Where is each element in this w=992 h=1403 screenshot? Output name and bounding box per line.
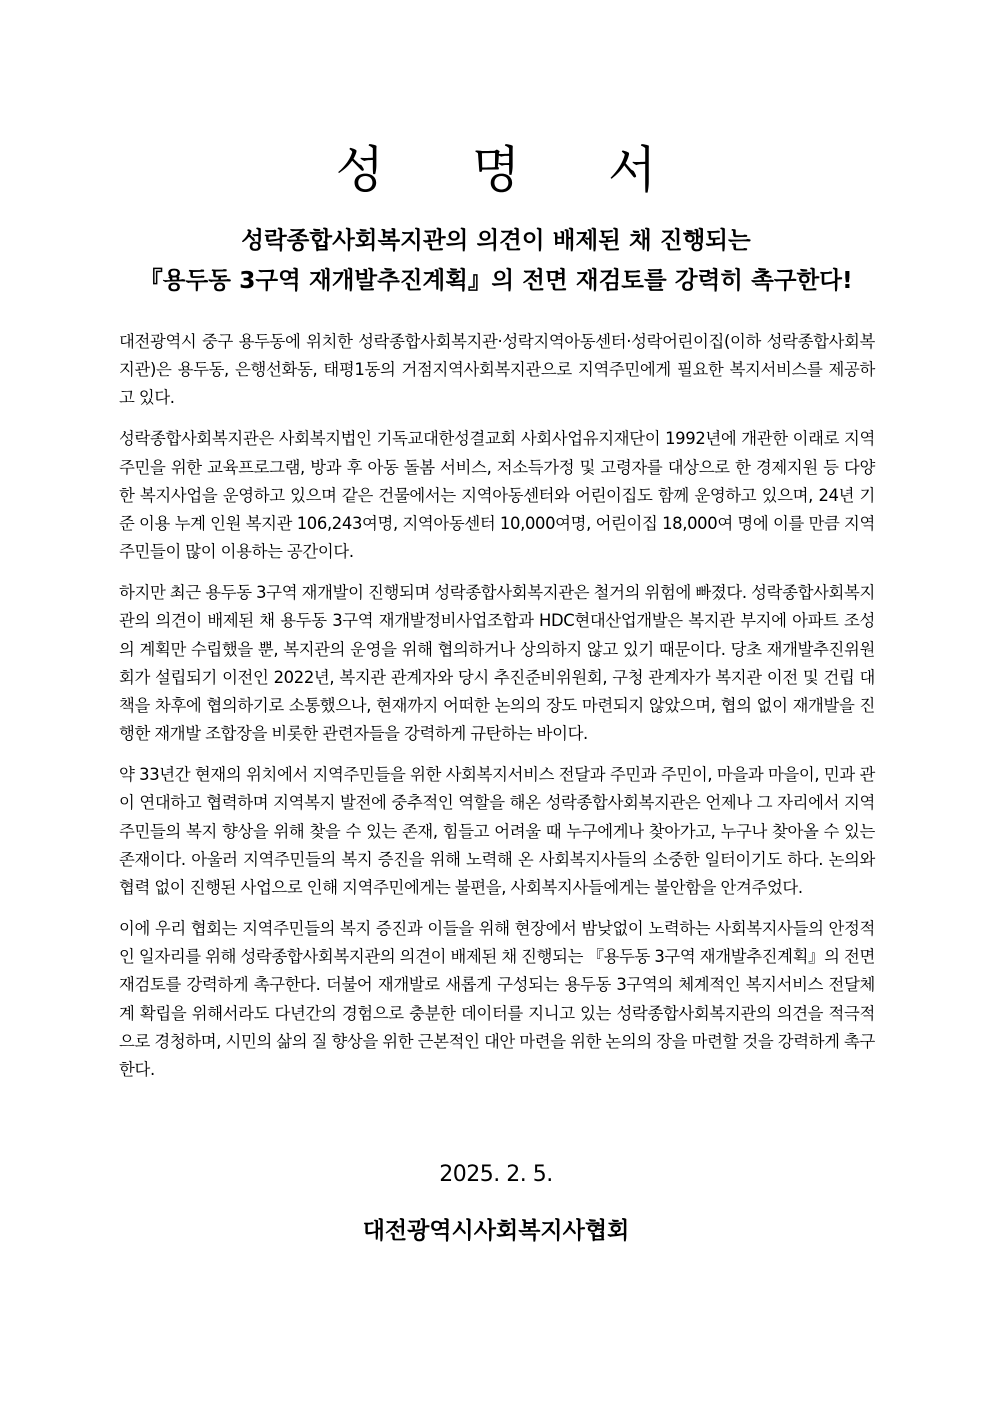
- subtitle-line-2: 『용두동 3구역 재개발추진계획』의 전면 재검토를 강력히 촉구한다!: [139, 266, 853, 294]
- paragraph-1: 대전광역시 중구 용두동에 위치한 성락종합사회복지관·성락지역아동센터·성락어린이집(이하 성락종합사회복지관)은 용두동, 은행선화동, 태평1동의 거점지역사회복지관으로 지역주민에게 필요한 복지서비스를 제공하고 있다.: [119, 332, 876, 408]
- statement-date: 2025. 2. 5.: [439, 1162, 553, 1187]
- paragraph-4: 약 33년간 현재의 위치에서 지역주민들을 위한 사회복지서비스 전달과 주민과 주민이, 마을과 마을이, 민과 관이 연대하고 협력하며 지역복지 발전에 중추적인 역할을 해온 성락종합사회복지관은 언제나 그 자리에서 지역주민들의 복지 향상을 위해 찾을 수 있는 존재, 힘들고 어려울 때 누구에게나 찾아가고, 누구나 찾아올 수 있는 존재이다. 아울러 지역주민들의 복지 증진을 위해 노력해 온 사회복지사들의 소중한 일터이기도 하다. 논의와 협력 없이 진행된 사업으로 인해 지역주민에게는 불편을, 사회복지사들에게는 불안함을 안겨주었다.: [119, 765, 875, 898]
- issuing-organization: 대전광역시사회복지사협회: [362, 1218, 630, 1244]
- paragraph-3: 하지만 최근 용두동 3구역 재개발이 진행되며 성락종합사회복지관은 철거의 위험에 빠졌다. 성락종합사회복지관의 의견이 배제된 채 용두동 3구역 재개발정비사업조합과 HDC현대산업개발은 복지관 부지에 아파트 조성의 계획만 수립했을 뿐, 복지관의 운영을 위해 협의하거나 상의하지 않고 있기 때문이다. 당초 재개발추진위원회가 설립되기 이전인 2022년, 복지관 관계자와 당시 추진준비위원회, 구청 관계자가 복지관 이전 및 건립 대책을 차후에 협의하기로 소통했으나, 현재까지 어떠한 논의의 장도 마련되지 않았으며, 협의 없이 재개발을 진행한 재개발 조합장을 비롯한 관련자들을 강력하게 규탄하는 바이다.: [119, 583, 875, 744]
- paragraph-2: 성락종합사회복지관은 사회복지법인 기독교대한성결교회 사회사업유지재단이 1992년에 개관한 이래로 지역주민을 위한 교육프로그램, 방과 후 아동 돌봄 서비스, 저소득가정 및 고령자를 대상으로 한 경제지원 등 다양한 복지사업을 운영하고 있으며 같은 건물에서는 지역아동센터와 어린이집도 함께 운영하고 있으며, 24년 기준 이용 누계 인원 복지관 106,243여명, 지역아동센터 10,000여명, 어린이집 18,000여 명에 이를 만큼 지역주민들이 많이 이용하는 공간이다.: [119, 429, 875, 562]
- subtitle-line-1: 성락종합사회복지관의 의견이 배제된 채 진행되는: [241, 226, 751, 254]
- document-title: 성 명 서: [335, 141, 693, 199]
- paragraph-5: 이에 우리 협회는 지역주민들의 복지 증진과 이들을 위해 현장에서 밤낮없이 노력하는 사회복지사들의 안정적인 일자리를 위해 성락종합사회복지관의 의견이 배제된 채 진행되는 『용두동 3구역 재개발추진계획』의 전면 재검토를 강력하게 촉구한다. 더불어 재개발로 새롭게 구성되는 용두동 3구역의 체계적인 복지서비스 전달체계 확립을 위해서라도 다년간의 경험으로 충분한 데이터를 지니고 있는 성락종합사회복지관의 의견을 적극적으로 경청하며, 시민의 삶의 질 향상을 위한 근본적인 대안 마련을 위한 논의의 장을 마련할 것을 강력하게 촉구한다.: [119, 919, 875, 1080]
- statement-body: [119, 328, 875, 1097]
- document-subtitle: [0, 220, 992, 300]
